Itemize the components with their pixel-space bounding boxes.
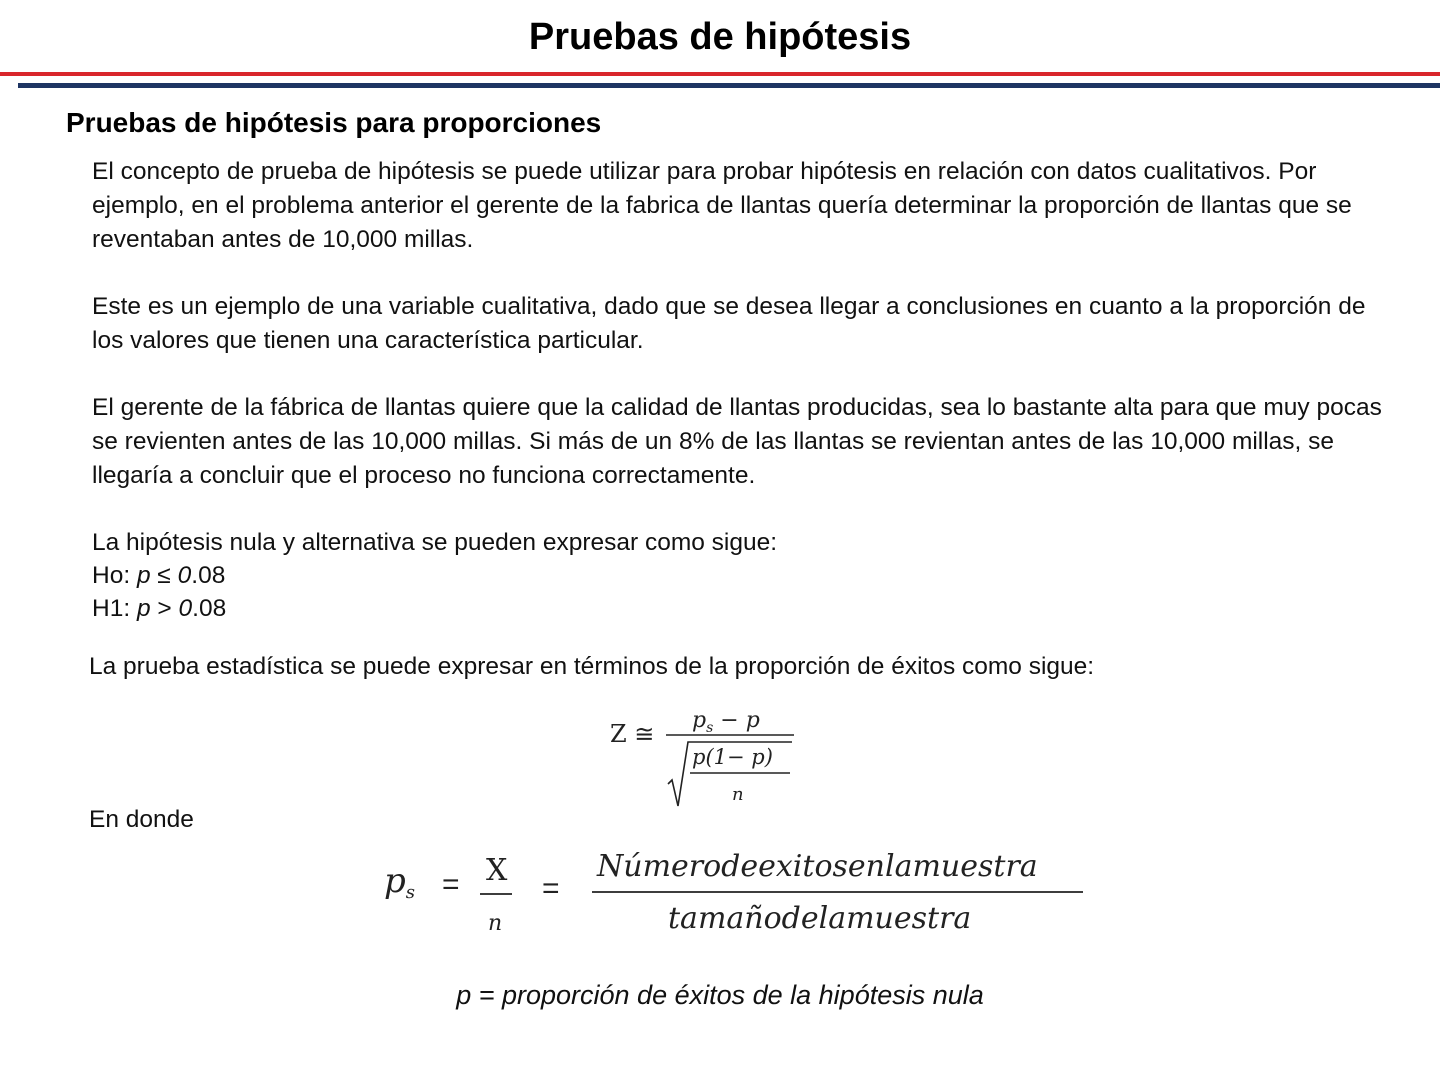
null-hypothesis xyxy=(92,559,225,592)
null-hypothesis-variable: p xyxy=(136,562,151,589)
where-label: En donde xyxy=(89,806,194,833)
ps-formula-numerator-text: Númerodeexitosenlamuestra xyxy=(597,849,1038,884)
null-hypothesis-operator: ≤ xyxy=(150,562,178,589)
ps-formula-equals-1: = xyxy=(442,868,460,901)
ps-formula-x: X xyxy=(486,853,508,888)
null-hypothesis-value-rest: .08 xyxy=(191,562,226,589)
ps-formula-n: n xyxy=(488,911,503,936)
ps-formula-equals-2: = xyxy=(542,872,560,905)
navy-divider xyxy=(18,83,1440,88)
paragraph-manager: El gerente de la fábrica de llantas quiere que la calidad de llantas producidas, sea lo bastante alta para que muy pocas se revienten antes de las 10,000 millas. Si más de un 8% de las llantas se revientan antes de las 10,000 millas, se llegaría a concluir que el proceso no funciona correctamente. xyxy=(92,394,1382,489)
z-formula-numerator: $p_s - p$ xyxy=(692,708,760,736)
alt-hypothesis-value-lead: 0 xyxy=(178,595,193,622)
z-statistic-formula xyxy=(600,700,810,812)
slide-title: Pruebas de hipótesis xyxy=(528,16,912,58)
null-hypothesis-value-lead: 0 xyxy=(177,562,192,589)
paragraph-test-statistic: La prueba estadística se puede expresar en términos de la proporción de éxitos como sigue: xyxy=(89,653,1095,680)
alt-hypothesis-variable: p xyxy=(136,595,151,622)
paragraph-qualitative: Este es un ejemplo de una variable cualitativa, dado que se desea llegar a conclusiones en cuanto a la proporción de los valores que tienen una característica particular. xyxy=(92,293,1366,354)
ps-formula-lhs: ps xyxy=(384,861,416,903)
alternative-hypothesis xyxy=(92,592,226,625)
paragraph-concept: El concepto de prueba de hipótesis se puede utilizar para probar hipótesis en relación con datos cualitativos. Por ejemplo, en el problema anterior el gerente de la fabrica de llantas quería determinar la proporción de llantas que se reventaban antes de 10,000 millas. xyxy=(92,158,1352,253)
ps-formula-denominator-text: tamañodelamuestra xyxy=(668,901,972,936)
alt-hypothesis-value-rest: .08 xyxy=(192,595,227,622)
z-formula-radicand-denominator: n xyxy=(732,784,744,805)
z-formula-radicand-numerator: p(1− p) xyxy=(692,745,773,769)
sample-proportion-formula xyxy=(380,842,1100,942)
alt-hypothesis-operator: > xyxy=(150,595,179,622)
alt-hypothesis-label: H1: xyxy=(92,595,137,622)
paragraph-hypotheses-intro: La hipótesis nula y alternativa se pueden expresar como sigue: xyxy=(92,529,778,556)
section-heading: Pruebas de hipótesis para proporciones xyxy=(66,107,602,138)
z-formula-lhs: Z ≅ xyxy=(610,720,655,748)
null-hypothesis-label: Ho: xyxy=(92,562,137,589)
footnote-null-proportion: p = proporción de éxitos de la hipótesis nula xyxy=(456,980,984,1010)
red-divider xyxy=(0,72,1440,76)
